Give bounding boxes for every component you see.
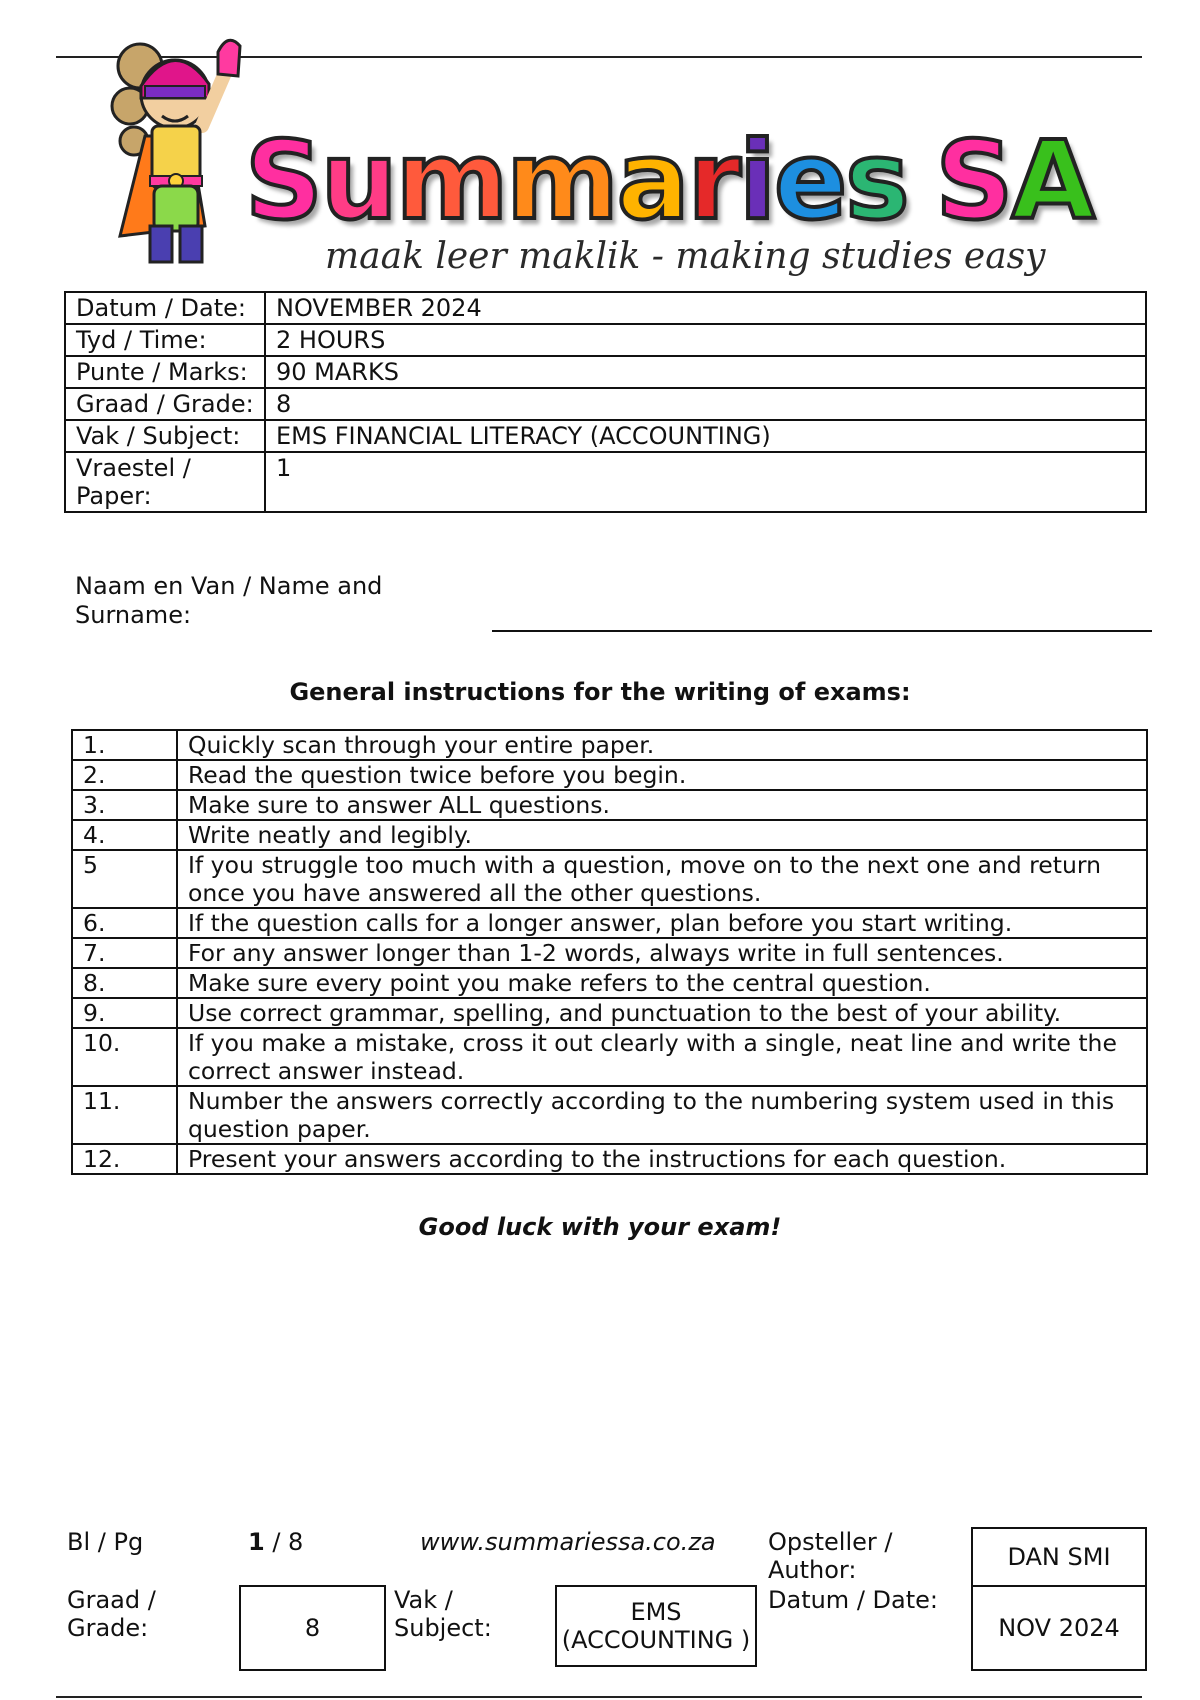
brand-letter: A [1011,119,1093,244]
grade-value: 8 [239,1585,386,1671]
page-label: Bl / Pg [67,1528,144,1556]
instruction-number: 11. [72,1086,177,1144]
brand-letter: r [687,119,739,244]
instruction-number: 9. [72,998,177,1028]
info-value: 90 MARKS [265,356,1146,388]
info-label: Punte / Marks: [65,356,265,388]
instruction-text: Make sure every point you make refers to the central question. [177,968,1147,998]
table-row [72,968,1147,998]
instruction-text: Read the question twice before you begin. [177,760,1147,790]
instruction-number: 10. [72,1028,177,1086]
table-row [72,730,1147,760]
brand-tagline: maak leer maklik - making studies easy [325,236,1046,277]
author-label: Opsteller / Author: [768,1528,893,1584]
instruction-text: Present your answers according to the instructions for each question. [177,1144,1147,1174]
table-row [65,324,1146,356]
date-value: NOV 2024 [971,1585,1147,1671]
subject-value: EMS (ACCOUNTING ) [555,1585,757,1667]
brand-letter: S [935,119,1012,244]
table-row [72,850,1147,908]
info-label: Vraestel / Paper: [65,452,265,512]
instruction-number: 8. [72,968,177,998]
brand-letter: s [845,119,908,244]
table-row [72,820,1147,850]
grade-label: Graad / Grade: [67,1586,156,1642]
instruction-text: If you struggle too much with a question, move on to the next one and return once you have answered all the other questions. [177,850,1147,908]
table-row [65,356,1146,388]
table-row [72,790,1147,820]
brand-letter: i [738,119,774,244]
table-row [72,760,1147,790]
table-row [72,1086,1147,1144]
instruction-number: 6. [72,908,177,938]
info-value: 8 [265,388,1146,420]
instruction-number: 12. [72,1144,177,1174]
summaries-sa-logo [110,26,1110,276]
instruction-text: Quickly scan through your entire paper. [177,730,1147,760]
instruction-number: 4. [72,820,177,850]
info-value: NOVEMBER 2024 [265,292,1146,324]
page-number [248,1528,303,1556]
instruction-text: For any answer longer than 1-2 words, always write in full sentences. [177,938,1147,968]
table-row [72,1144,1147,1174]
instructions-title: General instructions for the writing of exams: [289,678,911,706]
brand-letter: S [245,119,321,244]
table-row [72,1028,1147,1086]
brand-space [908,128,936,236]
table-row [72,938,1147,968]
table-row [65,452,1146,512]
brand-letter: m [395,119,507,244]
name-surname-field[interactable] [492,630,1152,632]
brand-letter: a [616,119,688,244]
table-row [72,998,1147,1028]
table-row [65,420,1146,452]
instruction-text: Use correct grammar, spelling, and punctuation to the best of your ability. [177,998,1147,1028]
instruction-number: 7. [72,938,177,968]
info-value: EMS FINANCIAL LITERACY (ACCOUNTING) [265,420,1146,452]
bottom-rule [56,1696,1142,1698]
instruction-text: Make sure to answer ALL questions. [177,790,1147,820]
author-value: DAN SMI [971,1527,1147,1587]
instruction-text: If the question calls for a longer answer, plan before you start writing. [177,908,1147,938]
exam-info-table [64,291,1147,513]
instruction-number: 3. [72,790,177,820]
brand-letter: e [773,119,846,244]
instruction-text: Write neatly and legibly. [177,820,1147,850]
instruction-number: 1. [72,730,177,760]
page-current: 1 [248,1528,265,1556]
instruction-number: 5 [72,850,177,908]
good-luck-message: Good luck with your exam! [418,1213,782,1241]
website-link[interactable]: www.summariessa.co.za [420,1528,716,1556]
info-value: 2 HOURS [265,324,1146,356]
subject-label: Vak / Subject: [394,1586,492,1642]
brand-letter: u [320,119,396,244]
name-surname-label: Naam en Van / Name and Surname: [75,572,383,629]
date-label: Datum / Date: [768,1586,938,1614]
table-row [65,292,1146,324]
info-label: Tyd / Time: [65,324,265,356]
superhero-mascot-icon [110,26,260,276]
instruction-number: 2. [72,760,177,790]
instruction-text: If you make a mistake, cross it out clearly with a single, neat line and write the correct answer instead. [177,1028,1147,1086]
info-label: Datum / Date: [65,292,265,324]
info-value: 1 [265,452,1146,512]
brand-wordmark [245,116,1093,244]
instruction-text: Number the answers correctly according to the numbering system used in this question paper. [177,1086,1147,1144]
info-label: Graad / Grade: [65,388,265,420]
info-label: Vak / Subject: [65,420,265,452]
instructions-table [71,729,1148,1175]
table-row [65,388,1146,420]
brand-letter: m [506,119,617,244]
table-row [72,908,1147,938]
page-total: / 8 [264,1528,304,1556]
